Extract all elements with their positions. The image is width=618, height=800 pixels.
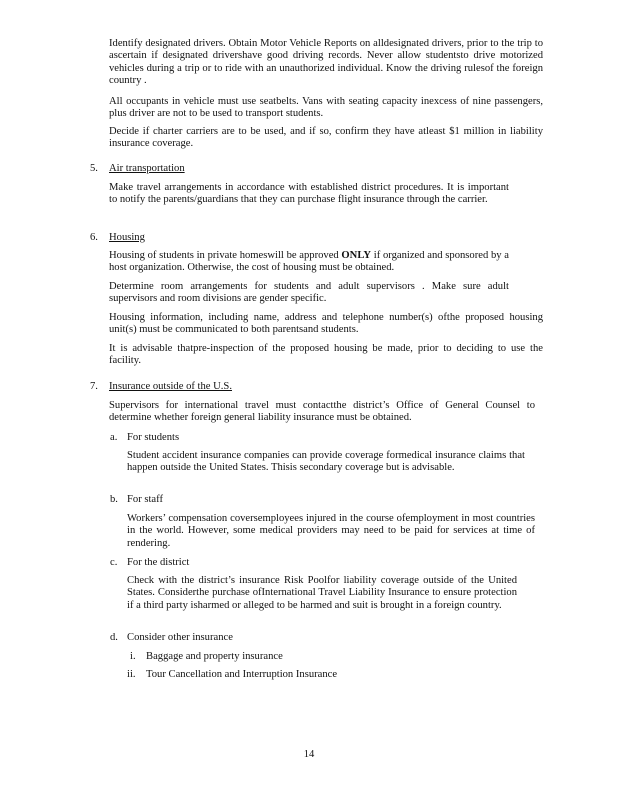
section-6-paragraph-inspection: It is advisable thatpre-inspection of the proposed housing be made, prior to deciding to use the facility. (109, 343, 543, 367)
subsection-a-marker: a. (110, 432, 118, 443)
section-5-paragraph: Make travel arrangements in accordance with established district procedures. It is important to notify the parents/guardians that they can purchase flight insurance through the carrier. (109, 182, 509, 206)
subsection-a-heading: For students (127, 432, 180, 443)
section-6-paragraph-private-homes (109, 250, 509, 275)
subsection-a-paragraph: Student accident insurance companies can provide coverage formedical insurance claims that happen outside the United States. Thisis secondary coverage but is advisable. (127, 450, 525, 474)
intro-paragraph-seatbelts: All occupants in vehicle must use seatbelts. Vans with seating capacity inexcess of nine passengers, plus driver are not to be used to transport students. (109, 96, 543, 120)
section-7-heading: Insurance outside of the U.S. (109, 381, 232, 392)
housing-text-before: Housing of students in private homeswill be approved (109, 250, 342, 261)
list-item-tour-cancellation-insurance: Tour Cancellation and Interruption Insurance (146, 669, 338, 680)
subsection-b-paragraph: Workers’ compensation coversemployees injured in the course ofemployment in most countries in the world. However, some medical providers may need to be paid for services at time of rendering. (127, 513, 535, 549)
section-6-number: 6. (90, 232, 98, 243)
housing-text-after: if organized and sponsored by a host organization. Otherwise, the cost of housing must be obtained. (109, 250, 509, 274)
list-item-marker: ii. (127, 669, 136, 680)
section-6-paragraph-housing-info: Housing information, including name, address and telephone number(s) ofthe proposed housing unit(s) must be communicated to both parentsand students. (109, 312, 543, 336)
intro-paragraph-drivers: Identify designated drivers. Obtain Motor Vehicle Reports on alldesignated drivers, prior to the trip to ascertain if designated drivershave good driving records. Never allow studentsto drive motorized vehicles during a trip or to ride with an unauthorized individual. Know the driving rulesof the foreign country . (109, 38, 543, 86)
section-6-paragraph-room-arrangements: Determine room arrangements for students and adult supervisors . Make sure adult supervisors and room divisions are gender specific. (109, 281, 509, 305)
housing-emphasis-only: ONLY (341, 250, 372, 261)
intro-paragraph-charter: Decide if charter carriers are to be used, and if so, confirm they have atleast $1 million in liability insurance coverage. (109, 126, 543, 150)
subsection-c-marker: c. (110, 557, 118, 568)
section-6-heading: Housing (109, 232, 145, 243)
subsection-d-heading: Consider other insurance (127, 632, 233, 643)
list-item-marker: i. (130, 651, 136, 662)
list-item-baggage-insurance: Baggage and property insurance (146, 651, 283, 662)
section-5-number: 5. (90, 163, 98, 174)
section-7-paragraph: Supervisors for international travel must contactthe district’s Office of General Counsel to determine whether foreign general liability insurance must be obtained. (109, 400, 535, 424)
section-7-number: 7. (90, 381, 98, 392)
section-5-heading: Air transportation (109, 163, 185, 174)
subsection-d-marker: d. (110, 632, 118, 643)
subsection-c-paragraph: Check with the district’s insurance Risk Poolfor liability coverage outside of the United States. Considerthe purchase ofInternational Travel Liability Insurance to ensure protection if a third party isharmed or alleged to be harmed and suit is brought in a foreign country. (127, 575, 517, 611)
subsection-b-marker: b. (110, 494, 118, 505)
subsection-b-heading: For staff (127, 494, 163, 505)
subsection-c-heading: For the district (127, 557, 190, 568)
page-number: 14 (303, 749, 315, 760)
